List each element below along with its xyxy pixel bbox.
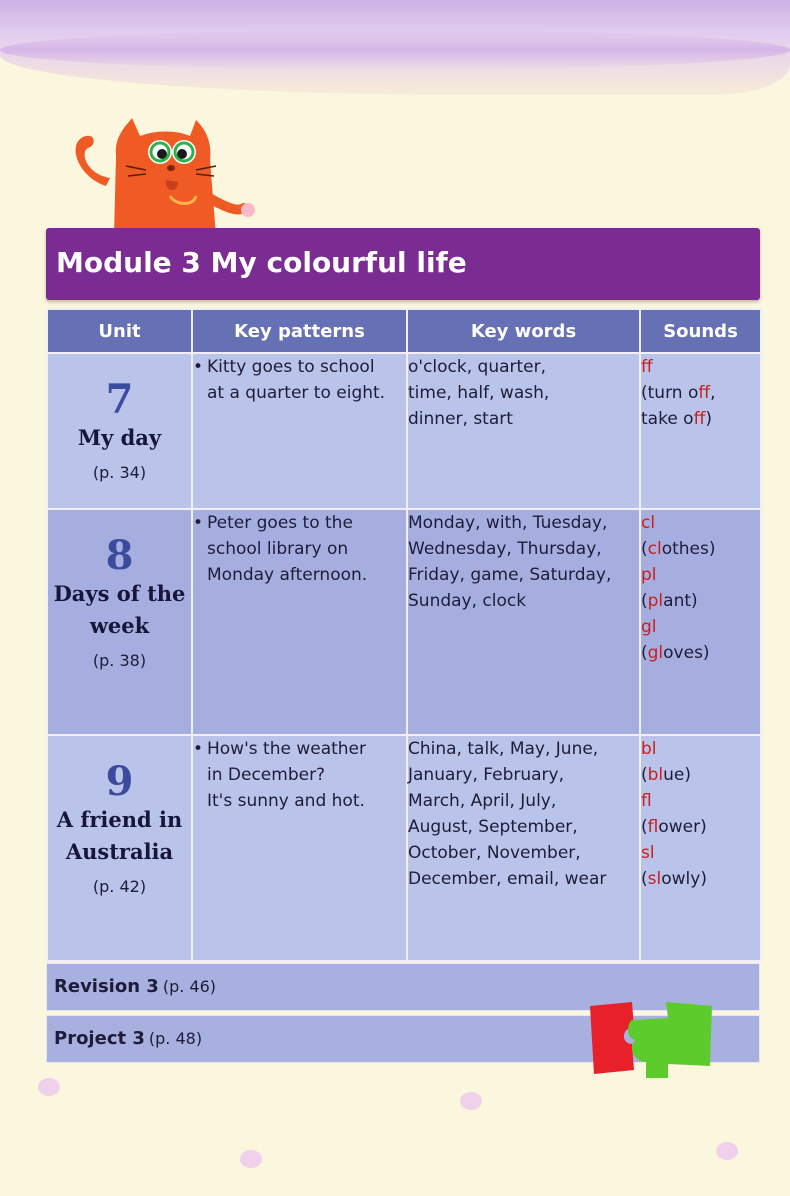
module-title: Module 3 My colourful life <box>56 246 467 279</box>
pattern-line: Kitty goes to school <box>207 357 375 377</box>
sound-example-text: owly) <box>661 869 707 889</box>
sounds-cell <box>640 353 761 509</box>
sound-label: cl <box>641 513 656 533</box>
key-patterns-cell <box>192 509 407 735</box>
sound-label: pl <box>641 565 657 585</box>
words-line: March, April, July, <box>408 791 557 811</box>
sound-example-text: ower) <box>658 817 707 837</box>
sound-example-text: ( <box>641 591 648 611</box>
sound-example-text: ( <box>641 765 648 785</box>
sounds-cell <box>640 509 761 735</box>
words-line: time, half, wash, <box>408 383 550 403</box>
table-row-unit-9 <box>47 735 761 961</box>
unit-number: 8 <box>105 532 134 579</box>
revision-page: (p. 46) <box>162 977 216 996</box>
sound-example <box>641 640 760 666</box>
words-line: January, February, <box>408 765 564 785</box>
words-line: Sunday, clock <box>408 591 527 611</box>
cat-mascot-illustration <box>66 116 260 236</box>
top-decorative-swoosh <box>0 30 790 70</box>
paw-print-decoration <box>240 1150 262 1168</box>
syllabus-table <box>46 308 762 962</box>
pattern-line: in December? <box>207 765 326 785</box>
sound-example-text: oves) <box>663 643 710 663</box>
revision-title: Revision 3 <box>54 976 159 997</box>
paw-print-decoration <box>38 1078 60 1096</box>
sound-example-highlight: fl <box>647 817 659 837</box>
pattern-line: Peter goes to the <box>207 513 353 533</box>
unit-cell <box>47 509 192 735</box>
sound-example <box>641 536 760 562</box>
sound-example-highlight: bl <box>647 765 664 785</box>
sound-example-highlight: ff <box>693 409 706 429</box>
sound-example-highlight: pl <box>647 591 664 611</box>
key-words-cell <box>407 353 640 509</box>
sound-example-text: othes) <box>661 539 716 559</box>
header-unit: Unit <box>47 309 192 353</box>
sound-example-highlight: ff <box>698 383 711 403</box>
sound-example-text: take o <box>641 409 694 429</box>
sound-example-highlight: gl <box>647 643 664 663</box>
table-header-row <box>47 309 761 353</box>
key-words-cell <box>407 735 640 961</box>
words-line: Friday, game, Saturday, <box>408 565 612 585</box>
words-line: o'clock, quarter, <box>408 357 547 377</box>
words-line: December, email, wear <box>408 869 607 889</box>
module-title-banner <box>46 228 760 300</box>
sounds-cell <box>640 735 761 961</box>
sound-example-text: ue) <box>663 765 692 785</box>
unit-title: My day <box>77 425 162 450</box>
sound-label: ff <box>641 357 653 377</box>
sound-example-text: (turn o <box>641 383 699 403</box>
header-sounds: Sounds <box>640 309 761 353</box>
pattern-line: It's sunny and hot. <box>207 791 365 811</box>
unit-page: (p. 42) <box>92 877 147 896</box>
sound-example-text: ( <box>641 643 648 663</box>
sound-example-highlight: sl <box>647 869 662 889</box>
sound-label: gl <box>641 617 657 637</box>
header-key-patterns: Key patterns <box>192 309 407 353</box>
sound-example <box>641 406 760 432</box>
words-line: Monday, with, Tuesday, <box>408 513 608 533</box>
paw-print-decoration <box>716 1142 738 1160</box>
unit-title: A friend in <box>56 807 183 832</box>
pattern-line: at a quarter to eight. <box>207 383 386 403</box>
unit-cell <box>47 735 192 961</box>
unit-title: week <box>89 613 150 638</box>
sound-example-text: ( <box>641 817 648 837</box>
project-label <box>54 1028 202 1049</box>
sound-label: sl <box>641 843 655 863</box>
key-patterns-cell <box>192 735 407 961</box>
sound-example <box>641 814 760 840</box>
header-key-words: Key words <box>407 309 640 353</box>
sound-example-highlight: cl <box>647 539 662 559</box>
words-line: China, talk, May, June, <box>408 739 599 759</box>
revision-label <box>54 976 216 997</box>
sound-example-text: ( <box>641 539 648 559</box>
project-page: (p. 48) <box>148 1029 203 1048</box>
unit-cell <box>47 353 192 509</box>
pattern-line: How's the weather <box>207 739 366 759</box>
key-words-cell <box>407 509 640 735</box>
sound-label: bl <box>641 739 657 759</box>
bullet: • <box>193 739 204 759</box>
sound-example <box>641 762 760 788</box>
project-title: Project 3 <box>54 1028 145 1049</box>
unit-number: 9 <box>105 758 134 805</box>
sound-example-text: ( <box>641 869 648 889</box>
table-row-unit-8 <box>47 509 761 735</box>
paw-print-decoration <box>460 1092 482 1110</box>
words-line: October, November, <box>408 843 581 863</box>
unit-title: Days of the <box>53 581 186 606</box>
unit-page: (p. 38) <box>92 651 147 670</box>
bullet: • <box>193 513 204 533</box>
unit-page: (p. 34) <box>92 463 147 482</box>
words-line: dinner, start <box>408 409 513 429</box>
key-patterns-cell <box>192 353 407 509</box>
sound-example-text: , <box>710 383 716 403</box>
sound-label: fl <box>641 791 652 811</box>
pattern-line: school library on <box>207 539 349 559</box>
bullet: • <box>193 357 204 377</box>
unit-title: Australia <box>65 839 174 864</box>
table-row-unit-7 <box>47 353 761 509</box>
sound-example-text: ant) <box>663 591 698 611</box>
puzzle-pieces-illustration <box>588 1000 718 1080</box>
unit-number: 7 <box>105 376 134 423</box>
pattern-line: Monday afternoon. <box>207 565 368 585</box>
sound-example <box>641 866 760 892</box>
sound-example <box>641 380 760 406</box>
words-line: August, September, <box>408 817 578 837</box>
sound-example <box>641 588 760 614</box>
words-line: Wednesday, Thursday, <box>408 539 602 559</box>
sound-example-text: ) <box>705 409 712 429</box>
